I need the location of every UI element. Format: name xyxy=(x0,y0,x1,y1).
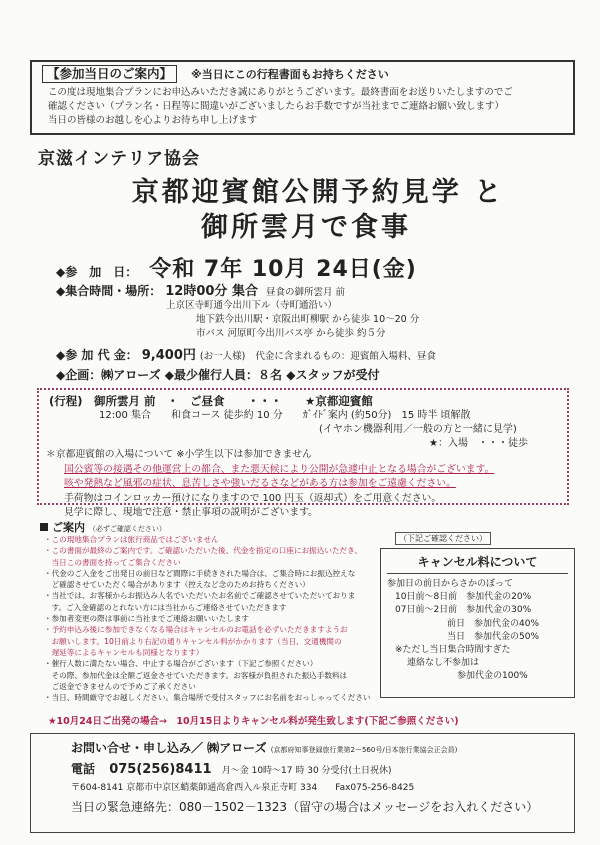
notice-line: 当日の皆様のお越しを心よりお待ち申し上げます xyxy=(48,115,258,126)
cancel-line: 10日前～8日前 参加代金の20% xyxy=(395,592,532,603)
headline-line-2: 御所雲月で食事 xyxy=(201,212,411,243)
guide-item: 遅延等によるキャンセルも同様となります） xyxy=(44,647,204,657)
entry-note: ＊京都迎賓館の入場について ※小学生以下は参加できません xyxy=(46,449,312,460)
cancel-line: 当日 参加代金の50% xyxy=(447,631,540,642)
square-bullet-icon xyxy=(40,523,48,531)
notice-line: この度は現地集合プランにお申込みいただき誠にありがとうございます。最終書面をお送りいたしますのでご xyxy=(48,87,513,98)
phone-label: 電話 xyxy=(71,762,96,776)
cancel-line: 前日 参加代金の40% xyxy=(447,618,540,629)
guide-item: ・代金のご入金をご出発日の前日など間際に手続きされた場合は、ご集合時にお振込控えな xyxy=(44,568,356,578)
contact-phone xyxy=(71,760,564,777)
guide-item: お願いします。10日前より右記の通りキャンセル料がかかります（当日、交通機関の xyxy=(44,636,342,646)
cancel-box xyxy=(380,548,575,698)
guide-item: ご返金できませんので予めご了承ください xyxy=(44,681,196,691)
event-info xyxy=(56,252,576,383)
company-registration: (京都府知事登録旅行業第2ー560号/日本旅行業協会正会員) xyxy=(270,746,458,754)
notice-header xyxy=(42,65,563,83)
guide-item: ・この書面が最終のご案内です。ご確認いただいた後、代金を指定の口座にお振込いただき、 xyxy=(44,546,363,556)
notice-title: 【参加当日のご案内】 xyxy=(42,65,177,83)
cancel-line: ※ただし当日集合時間すぎた xyxy=(395,645,511,656)
guide-item: ・当日、時間厳守でお越しください。集合場所で受付スタッフにお名前をおっしゃってください xyxy=(44,693,371,703)
date-row xyxy=(56,252,576,280)
entry-warning: 国公賓等の接遇その他運営上の都合、また悪天候により公開が急遽中止となる場合がございます。 xyxy=(64,463,495,475)
schedule-header: (行程) 御所雲月 前 ・ ご昼食 ・・・ ★京都迎賓館 xyxy=(49,394,373,408)
date-label: ◆参 加 日： xyxy=(56,265,138,279)
organization-name: 京滋インテリア協会 xyxy=(38,149,200,169)
guide-item: ・当社では、お客様からお振込み人名でいただいたお名前でご確認させていただいておりま xyxy=(44,591,356,601)
meeting-label: ◆集合時間・場所： xyxy=(56,284,162,298)
schedule-guide: (イヤホン機器利用／一般の方と一緒に見学) xyxy=(319,424,517,435)
guide-item: その際、参加代金は全額ご返金させていただきます。お客様が負担された振込手数料は xyxy=(44,670,348,680)
schedule-times: 12:00 集合 和食コース 徒歩約 10 分 ｶﾞｲﾄﾞ案内 (約50分) 15 時半 頃解散 xyxy=(99,410,471,421)
cancel-line: 参加日の前日からさかのぼって xyxy=(387,579,514,589)
fee-note: 代金に含まれるもの：迎賓館入場料、昼食 xyxy=(255,351,436,362)
guide-item: ど確認させていただく場合があります（控えなど念のためお持ちください） xyxy=(44,580,310,590)
address-line: 上京区寺町通今出川下ル（寺町通沿い） xyxy=(166,300,338,311)
office-hours: 月～金 10時～17 時 30 分受付(土日祝休) xyxy=(221,766,392,776)
contact-address: 〒604-8141 京都市中京区蛸薬師通高倉西入ル泉正寺町 334 Fax075-256-8425 xyxy=(71,783,415,793)
planner-row: ◆企画：㈱アローズ ◆最少催行人員：８名 ◆スタッフが受付 xyxy=(56,368,380,382)
guide-item: ・この現地集合プランは旅行商品ではございません xyxy=(44,535,219,544)
access-line: 市バス 河原町今出川バス亭 から徒歩 約５分 xyxy=(196,328,386,339)
notice-box xyxy=(30,60,575,135)
cancel-line: 連絡なし不参加は xyxy=(407,658,480,669)
guide-title-note: （必ずご確認ください） xyxy=(88,525,166,533)
contact-box xyxy=(30,733,575,833)
notice-subtitle: ※当日にこの行程書面もお持ちください xyxy=(191,68,389,81)
guide-title: ご案内 （必ずご確認ください） xyxy=(40,519,166,535)
fee-value: 9,400円 xyxy=(141,348,196,363)
guide-list xyxy=(44,534,374,703)
guide-item: ・催行人数に満たない場合、中止する場合がございます（下記ご参照ください） xyxy=(44,659,318,669)
entry-notes xyxy=(46,448,566,521)
cancel-line: 07日前～2日前 参加代金の30% xyxy=(395,605,532,616)
entry-note: 手荷物はコインロッカー預けになりますので 100 円玉（返却式）をご用意ください。 xyxy=(64,492,442,504)
access-line: 地下鉄今出川駅・京阪出町柳駅 から徒歩 10～20 分 xyxy=(196,314,420,325)
meeting-place: 昼食の御所雲月 前 xyxy=(265,287,345,298)
guide-item: ・予約申込み後に参加できなくなる場合はキャンセルのお電話を必ずいただきますようお xyxy=(44,625,348,635)
entry-note: 見学に際し、現地で注意・禁止事項の説明がございます。 xyxy=(64,507,318,518)
guide-item: ・参加者変更の際は事前に当社までご連絡お願いいたします xyxy=(44,614,250,624)
schedule-legend: ★：入場 ・・・徒歩 xyxy=(429,438,528,449)
guide-item: す。ご入金確認のとれない方には当社からご連絡させていただきます xyxy=(44,602,287,612)
cancel-line: 参加代金の100% xyxy=(457,671,528,682)
date-value: 令和 7年 10月 24日(金) xyxy=(149,257,417,282)
guide-item: 当日この書面を持ってご集合ください xyxy=(44,557,181,567)
notice-line: 確認ください（プラン名・日程等に間違いがございましたらお手数ですが当社までご連絡お願い致します） xyxy=(48,101,505,112)
emergency-contact: 当日の緊急連絡先：080－1502－1323（留守の場合はメッセージをお入れください） xyxy=(71,800,539,814)
fee-unit: (お一人様) xyxy=(199,351,246,362)
phone-number[interactable]: 075(256)8411 xyxy=(109,762,212,777)
headline-line-1: 京都迎賓館公開予約見学 と xyxy=(131,177,505,208)
fee-label: ◆参 加 代 金： xyxy=(56,348,138,362)
cancel-deadline: ★10月24日ご出発の場合→ 10月15日よりキャンセル料が発生致します(下記ご参照ください) xyxy=(48,716,459,727)
contact-company: お問い合せ・申し込み／ ㈱アローズ (京都府知事登録旅行業第2ー560号/日本旅行業協会正会員) xyxy=(71,741,458,755)
cancel-title: キャンセル料について xyxy=(387,553,568,574)
meeting-value: 12時00分 集合 xyxy=(165,284,258,299)
entry-warning: 咳や発熱など風邪の症状、息苦しさや強いだるさなどがある方は参加をご遠慮ください。 xyxy=(64,478,456,489)
notice-body xyxy=(42,86,563,128)
cancel-tag: （下記ご確認ください） xyxy=(395,532,491,545)
fee-row xyxy=(56,344,576,363)
address-block xyxy=(56,299,576,341)
